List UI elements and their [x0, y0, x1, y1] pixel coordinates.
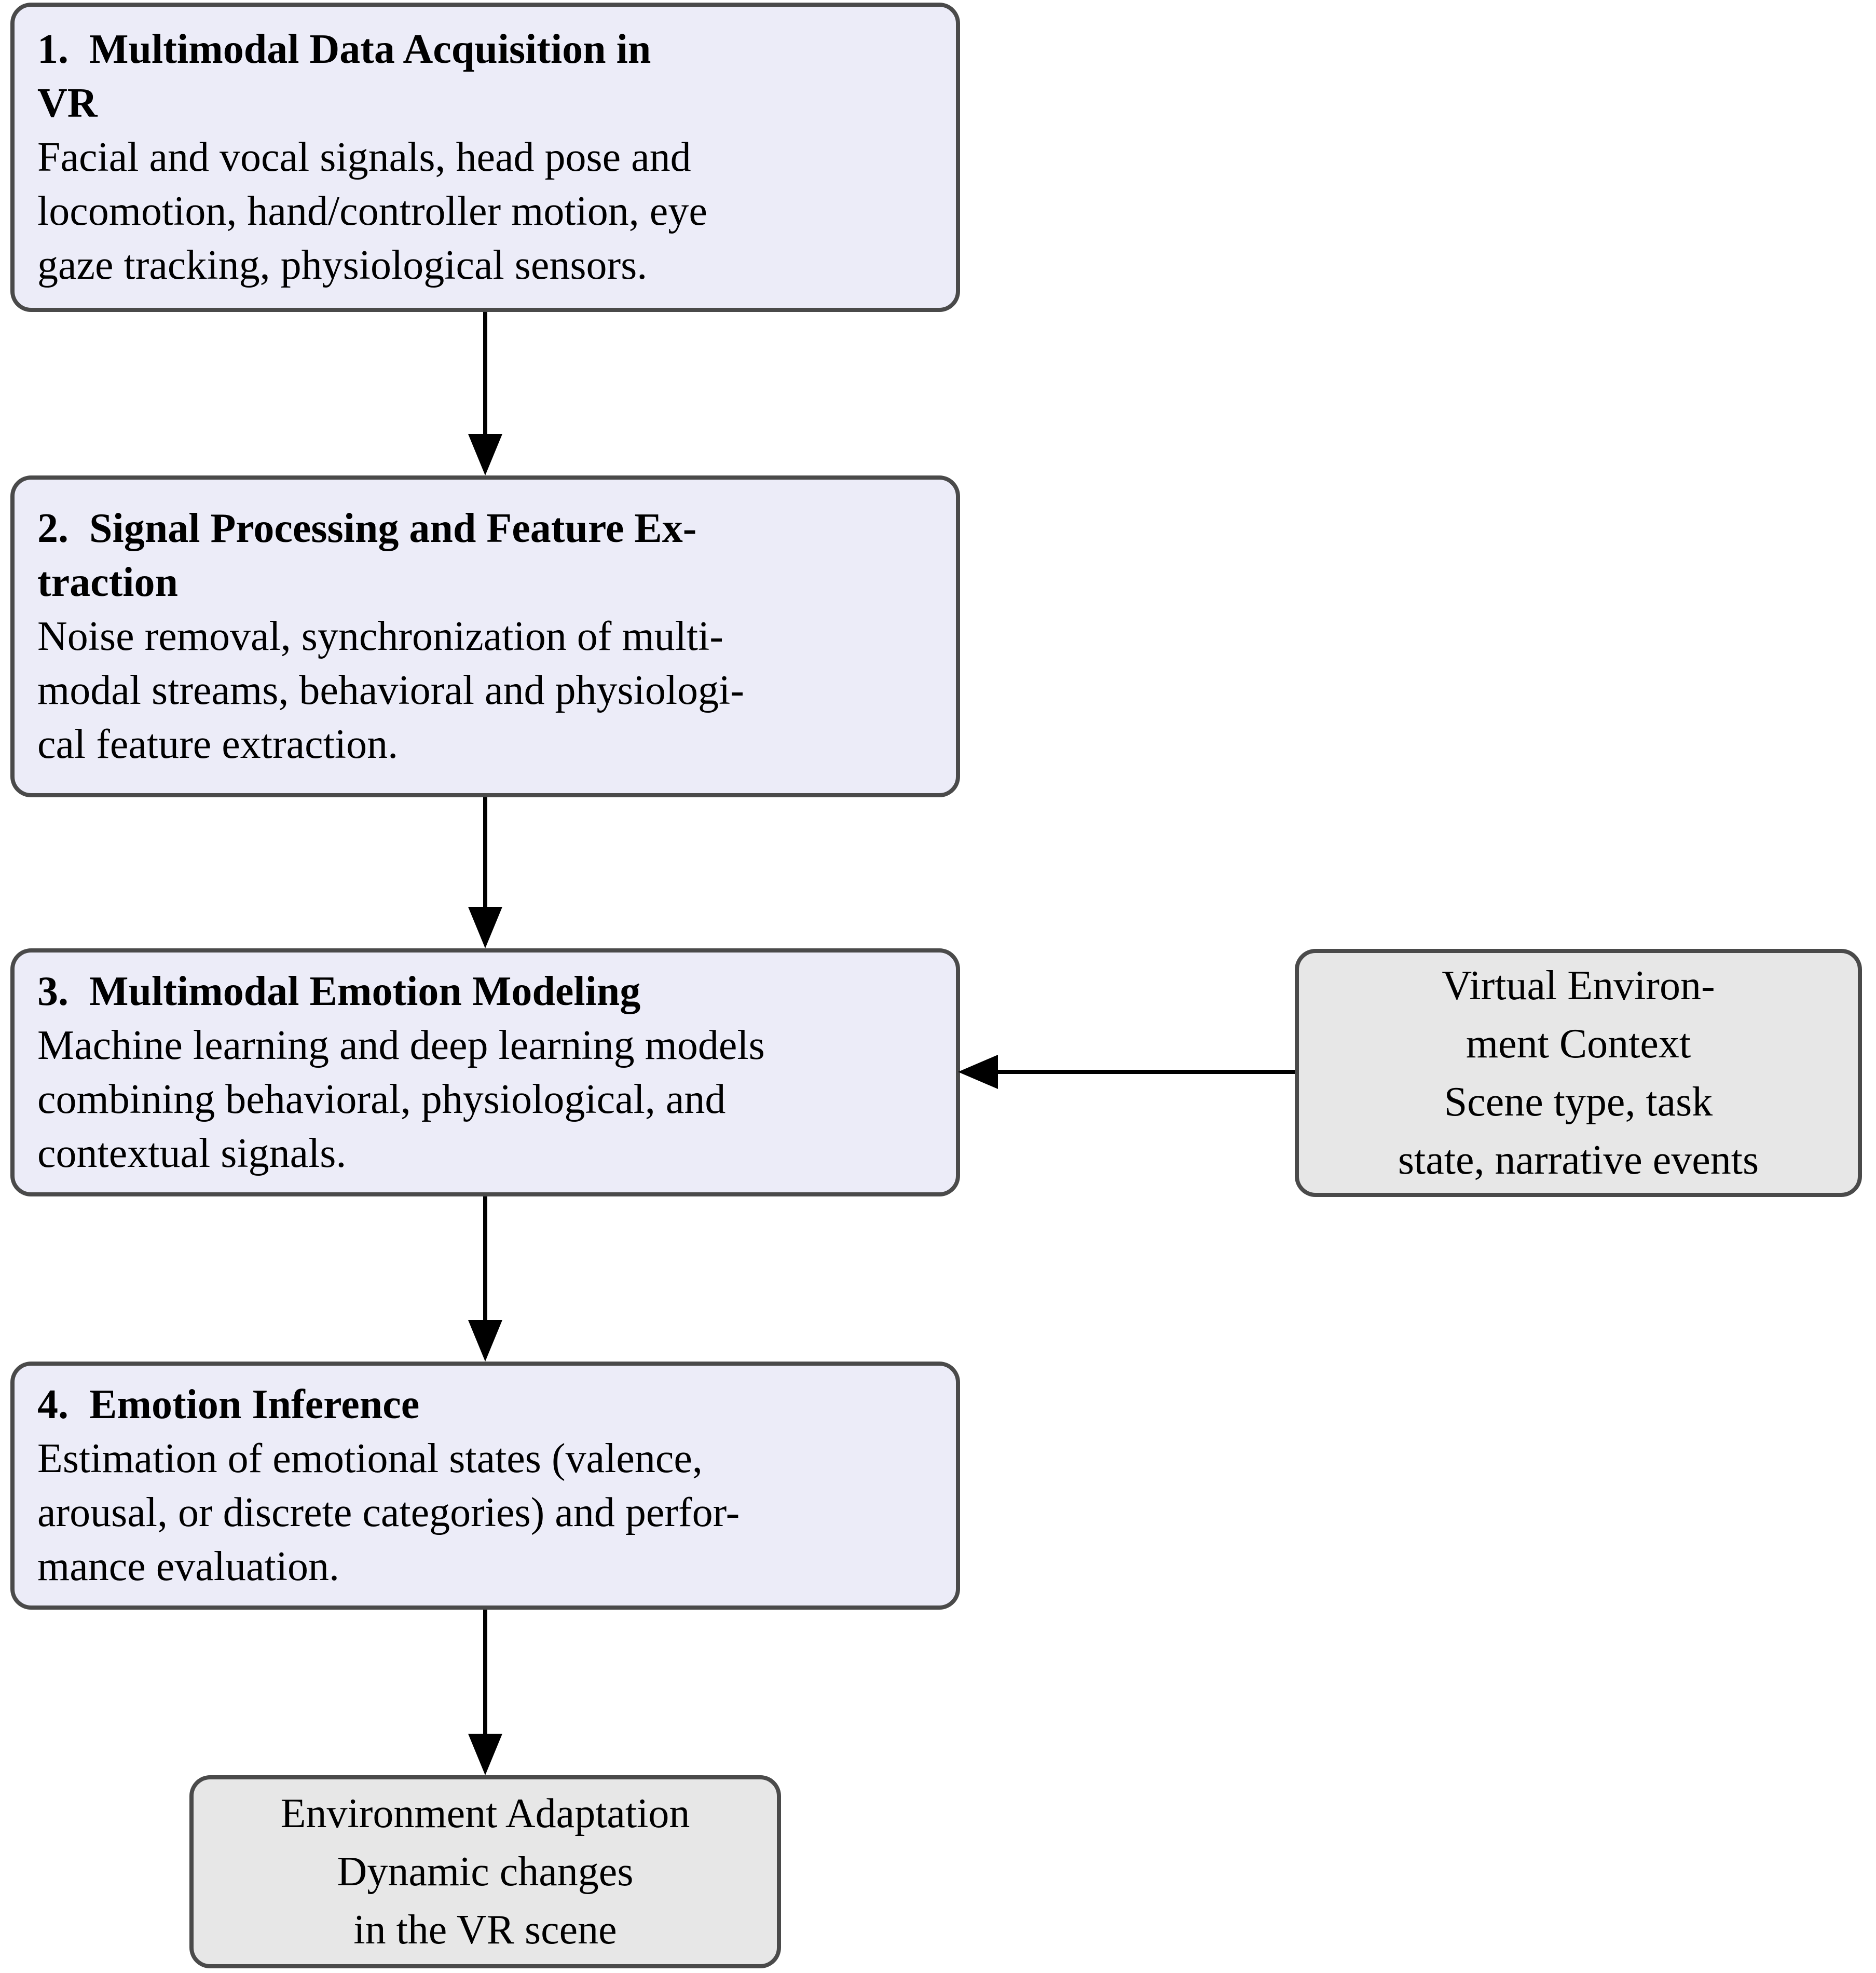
text-line: in the VR scene	[353, 1907, 617, 1953]
text-line: 2. Signal Processing and Feature Ex-	[37, 506, 697, 551]
node-step1-body	[37, 130, 933, 292]
node-step3-body	[37, 1018, 933, 1180]
arrow-context-to-step3-head-icon	[958, 1055, 998, 1089]
node-step2-signal-processing	[10, 475, 960, 797]
arrow-context-to-step3-line	[998, 1070, 1295, 1074]
text-line: Facial and vocal signals, head pose and	[37, 134, 691, 180]
text-line: state, narrative events	[1398, 1137, 1759, 1183]
node-step4-emotion-inference	[10, 1362, 960, 1610]
node-step4-body	[37, 1432, 933, 1594]
arrow-step3-to-step4-line	[483, 1196, 487, 1320]
text-line: 4. Emotion Inference	[37, 1382, 420, 1427]
text-line: Estimation of emotional states (valence,	[37, 1436, 703, 1481]
node-step2-title	[37, 501, 933, 609]
text-line: combining behavioral, physiological, and	[37, 1077, 726, 1122]
text-line: contextual signals.	[37, 1131, 347, 1176]
node-virtual-environment-context	[1295, 949, 1862, 1197]
text-line: ment Context	[1466, 1021, 1691, 1067]
arrow-step4-to-adaptation-line	[483, 1610, 487, 1734]
arrow-step4-to-adaptation-head-icon	[468, 1734, 502, 1775]
node-step3-title	[37, 964, 933, 1018]
text-line: Environment Adaptation	[280, 1791, 690, 1836]
node-step1-title	[37, 22, 933, 130]
arrow-step1-to-step2-head-icon	[468, 434, 502, 475]
text-line: 3. Multimodal Emotion Modeling	[37, 969, 641, 1014]
node-step1-multimodal-data-acquisition	[10, 3, 960, 312]
arrow-step2-to-step3-head-icon	[468, 907, 502, 948]
node-environment-adaptation	[189, 1775, 781, 1968]
arrow-step1-to-step2-line	[483, 312, 487, 434]
arrow-step3-to-step4-head-icon	[468, 1320, 502, 1362]
arrow-step2-to-step3-line	[483, 797, 487, 907]
text-line: modal streams, behavioral and physiologi-	[37, 668, 744, 713]
node-step2-body	[37, 609, 933, 771]
text-line: Dynamic changes	[337, 1849, 634, 1895]
text-line: traction	[37, 560, 179, 605]
text-line: cal feature extraction.	[37, 722, 399, 767]
text-line: 1. Multimodal Data Acquisition in	[37, 26, 651, 72]
text-line: locomotion, hand/controller motion, eye	[37, 188, 707, 234]
text-line: Noise removal, synchronization of multi-	[37, 614, 723, 659]
text-line: arousal, or discrete categories) and perfor-	[37, 1490, 740, 1535]
text-line: Machine learning and deep learning models	[37, 1023, 765, 1068]
node-step4-title	[37, 1378, 933, 1432]
text-line: Scene type, task	[1444, 1079, 1713, 1125]
text-line: gaze tracking, physiological sensors.	[37, 242, 648, 288]
node-step3-emotion-modeling	[10, 948, 960, 1196]
text-line: Virtual Environ-	[1442, 963, 1715, 1009]
text-line: mance evaluation.	[37, 1544, 339, 1589]
text-line: VR	[37, 80, 98, 126]
